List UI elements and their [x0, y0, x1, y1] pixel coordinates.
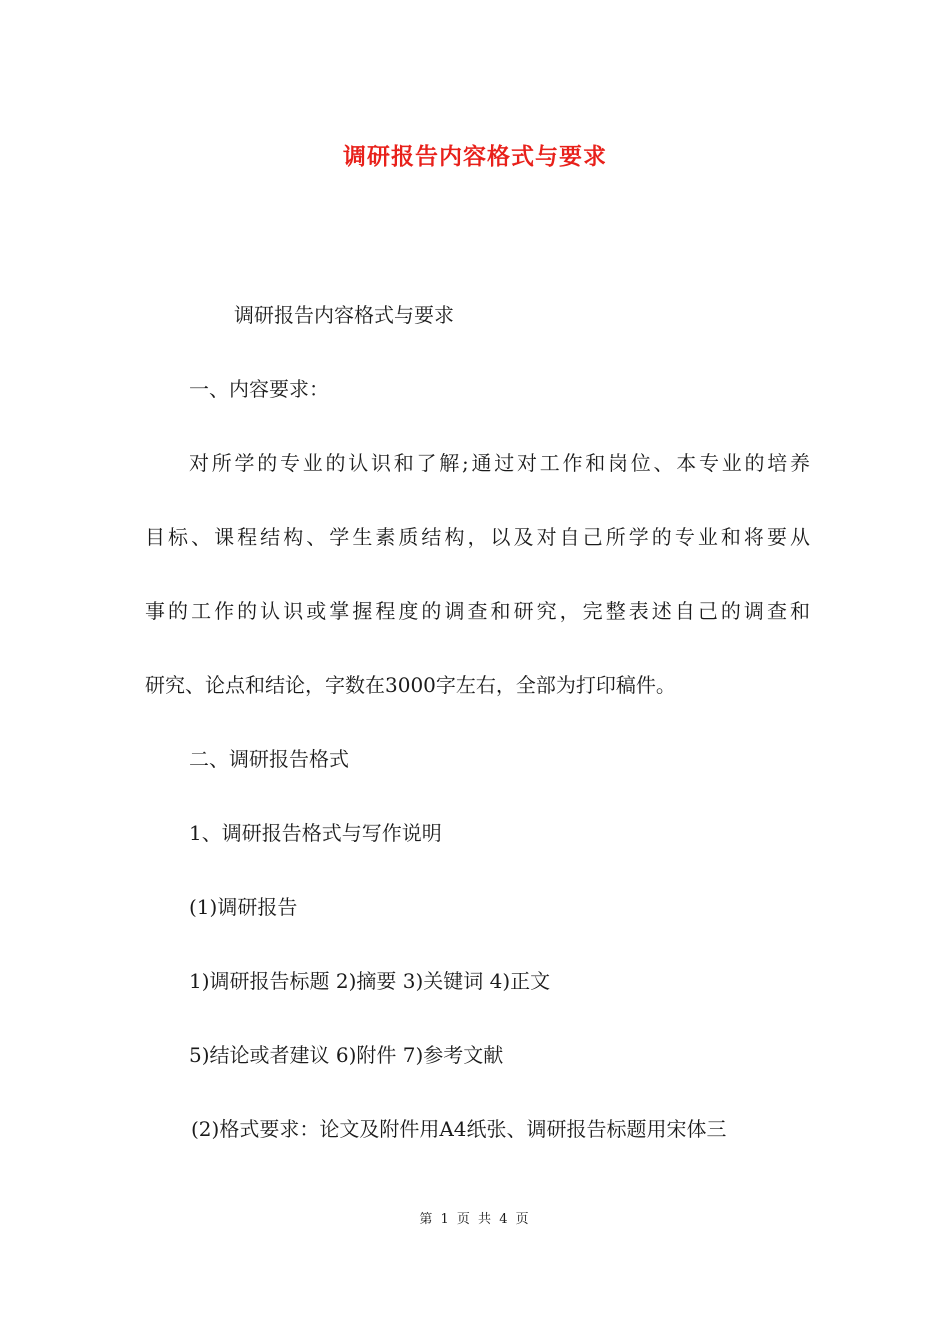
document-title: 调研报告内容格式与要求: [343, 144, 607, 170]
subsection-heading: 1、调研报告格式与写作说明: [189, 821, 442, 845]
section-heading-content-requirements: 一、内容要求：: [189, 377, 329, 401]
document-body: [145, 278, 810, 1166]
paragraph-line: 研究、论点和结论，字数在3000字左右，全部为打印稿件。: [145, 673, 676, 697]
paragraph-line: 目标、课程结构、学生素质结构，以及对自己所学的专业和将要从: [145, 525, 810, 549]
paragraph-heading: 调研报告内容格式与要求: [234, 303, 454, 327]
page-number-footer: 第 1 页 共 4 页: [419, 1212, 531, 1227]
section-heading-report-format: 二、调研报告格式: [189, 747, 349, 771]
list-item: (2)格式要求：论文及附件用A4纸张、调研报告标题用宋体三: [191, 1117, 727, 1141]
list-item: 1)调研报告标题 2)摘要 3)关键词 4)正文: [189, 969, 551, 993]
paragraph-line: 事的工作的认识或掌握程度的调查和研究，完整表述自己的调查和: [145, 599, 810, 623]
list-item: 5)结论或者建议 6)附件 7)参考文献: [189, 1043, 504, 1067]
paragraph-line: 对所学的专业的认识和了解;通过对工作和岗位、本专业的培养: [189, 451, 810, 475]
list-item: (1)调研报告: [189, 895, 298, 919]
